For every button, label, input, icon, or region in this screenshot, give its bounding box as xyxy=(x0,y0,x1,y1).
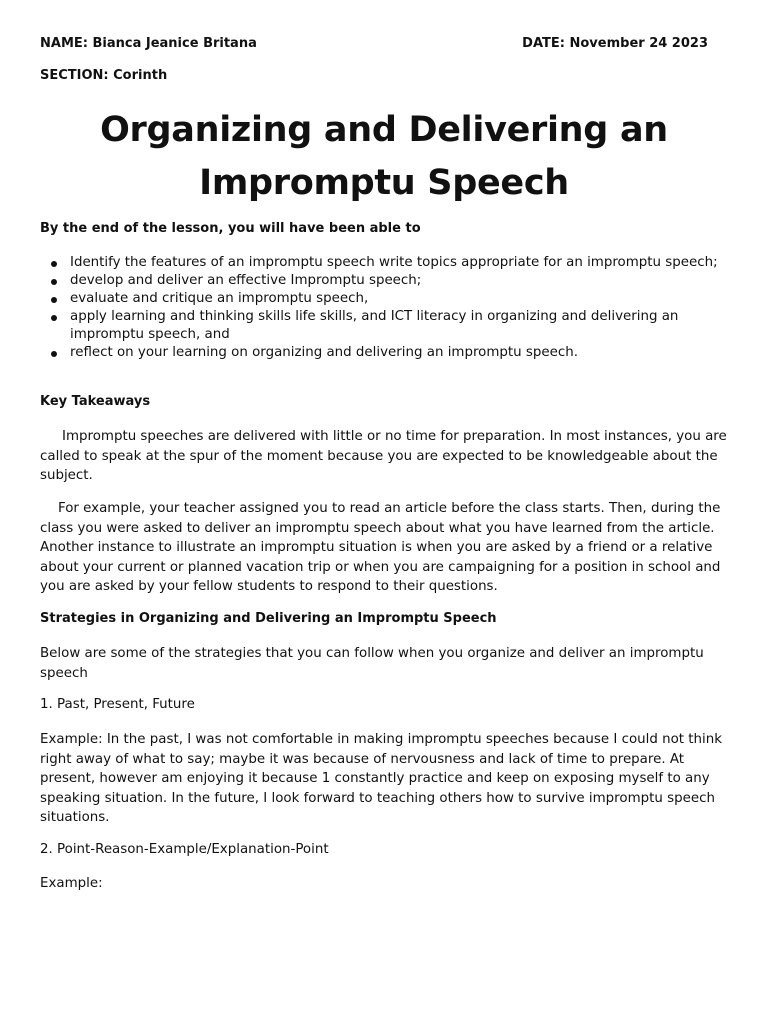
strategy-example-1: Example: In the past, I was not comfortable in making impromptu speeches because I could not think right away of what to say; maybe it was because of nervousness and lack of time to prepare. At present, however am enjoying it because 1 constantly practice and keep on exposing myself to any speaking situation. In the future, I look forward to teaching others how to survive impromptu speech situations. xyxy=(40,732,722,825)
strategies-heading: Strategies in Organizing and Delivering an Impromptu Speech xyxy=(40,611,497,626)
objectives-list xyxy=(40,254,740,362)
key-takeaways-heading: Key Takeaways xyxy=(40,394,151,409)
student-section: SECTION: Corinth xyxy=(40,68,168,83)
key-takeaways-paragraph-2: For example, your teacher assigned you to read an article before the class starts. Then, during the class you were asked to deliver an impromptu speech about what you have learned from the article. Another instance to illustrate an impromptu situation is when you are asked by a friend or a relative about your current or planned vacation trip or when you are campaigning for a position in school and you are asked by your fellow students to respond to their questions. xyxy=(40,501,721,594)
strategy-example-2: Example: xyxy=(40,876,103,891)
student-name: NAME: Bianca Jeanice Britana xyxy=(40,36,257,51)
objective-item: develop and deliver an effective Impromptu speech; xyxy=(40,272,740,290)
key-takeaways-paragraph-1: Impromptu speeches are delivered with little or no time for preparation. In most instances, you are called to speak at the spur of the moment because you are expected to be knowledgeable about the subject. xyxy=(40,429,727,483)
submission-date: DATE: November 24 2023 xyxy=(522,36,708,51)
title-line-1: Organizing and Delivering an xyxy=(100,110,668,150)
strategy-item-2: 2. Point-Reason-Example/Explanation-Point xyxy=(40,842,329,857)
strategy-item-1: 1. Past, Present, Future xyxy=(40,697,195,712)
strategies-intro: Below are some of the strategies that you can follow when you organize and deliver an impromptu speech xyxy=(40,646,704,681)
objective-item: reflect on your learning on organizing and delivering an impromptu speech. xyxy=(40,344,740,362)
objectives-intro: By the end of the lesson, you will have been able to xyxy=(40,221,421,236)
page-title xyxy=(30,104,738,210)
header-row xyxy=(40,36,708,51)
objective-item: Identify the features of an impromptu speech write topics appropriate for an impromptu speech; xyxy=(40,254,740,272)
title-line-2: Impromptu Speech xyxy=(199,163,569,203)
objective-item: apply learning and thinking skills life skills, and ICT literacy in organizing and delivering an impromptu speech, and xyxy=(40,308,740,344)
objective-item: evaluate and critique an impromptu speech, xyxy=(40,290,740,308)
